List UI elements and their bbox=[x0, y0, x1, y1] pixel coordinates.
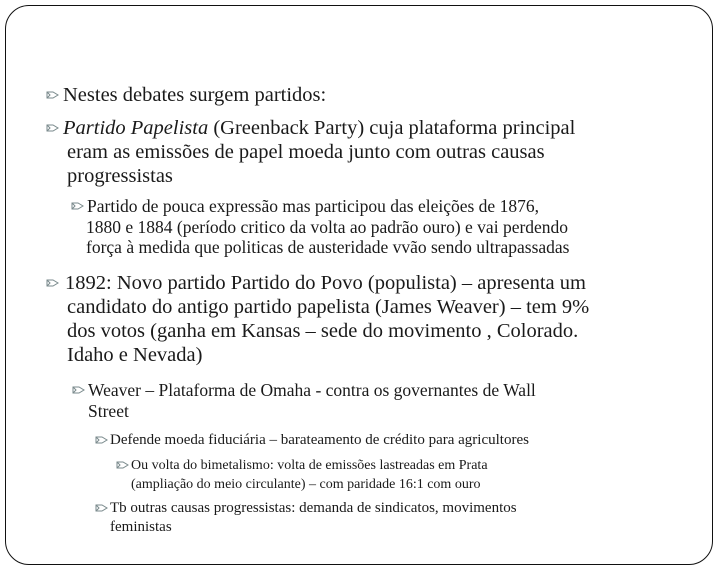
bullet-item-7 bbox=[131, 456, 488, 494]
item-text-line: Partido de pouca expressão mas participou das eleições de 1876, bbox=[87, 196, 539, 216]
item-text-line: (ampliação do meio circulante) – com paridade 16:1 com ouro bbox=[131, 477, 481, 492]
item-text-line: feministas bbox=[110, 519, 172, 535]
bullet-item-2 bbox=[63, 116, 575, 188]
item-text-line: Ou volta do bimetalismo: volta de emissões lastreadas em Prata bbox=[131, 458, 488, 473]
item-text-line: candidato do antigo partido papelista (James Weaver) – tem 9% bbox=[67, 296, 590, 318]
item-text-line: eram as emissões de papel moeda junto com outras causas bbox=[67, 141, 545, 163]
item-text-line: Defende moeda fiduciária – barateamento de crédito para agricultores bbox=[110, 432, 529, 448]
item-text-line: Idaho e Nevada) bbox=[67, 344, 203, 366]
bullet-icon bbox=[95, 503, 108, 513]
bullet-icon bbox=[95, 435, 108, 445]
item-text-line: dos votos (ganha em Kansas – sede do movimento , Colorado. bbox=[67, 320, 579, 342]
bullet-icon bbox=[46, 90, 59, 100]
bullet-icon bbox=[46, 123, 59, 133]
item-text-line: Nestes debates surgem partidos: bbox=[63, 84, 327, 106]
bullet-icon bbox=[72, 385, 85, 395]
bullet-icon bbox=[46, 278, 59, 288]
item-text-line: força à medida que politicas de austeridade vvão sendo ultrapassadas bbox=[86, 237, 570, 257]
bullet-item-4 bbox=[65, 271, 589, 367]
party-name-italic: Partido Papelista bbox=[63, 117, 209, 139]
item-text-line: progressistas bbox=[67, 165, 173, 187]
item-text-line: 1892: Novo partido Partido do Povo (populista) – apresenta um bbox=[65, 272, 586, 294]
bullet-item-3 bbox=[87, 196, 570, 258]
item-text-line: 1880 e 1884 (período critico da volta ao padrão ouro) e vai perdendo bbox=[86, 216, 569, 237]
bullet-item-5 bbox=[88, 380, 536, 421]
item-text-line: (Greenback Party) cuja plataforma principal bbox=[208, 117, 576, 139]
bullet-item-1 bbox=[63, 83, 326, 107]
bullet-item-8 bbox=[110, 499, 517, 537]
item-text-line: Street bbox=[88, 400, 129, 421]
bullet-item-6 bbox=[110, 431, 529, 450]
item-text-line: Weaver – Plataforma de Omaha - contra os governantes de Wall bbox=[88, 380, 536, 400]
bullet-icon bbox=[116, 460, 129, 470]
bullet-icon bbox=[71, 201, 84, 211]
item-text-line: Tb outras causas progressistas: demanda de sindicatos, movimentos bbox=[110, 500, 517, 516]
